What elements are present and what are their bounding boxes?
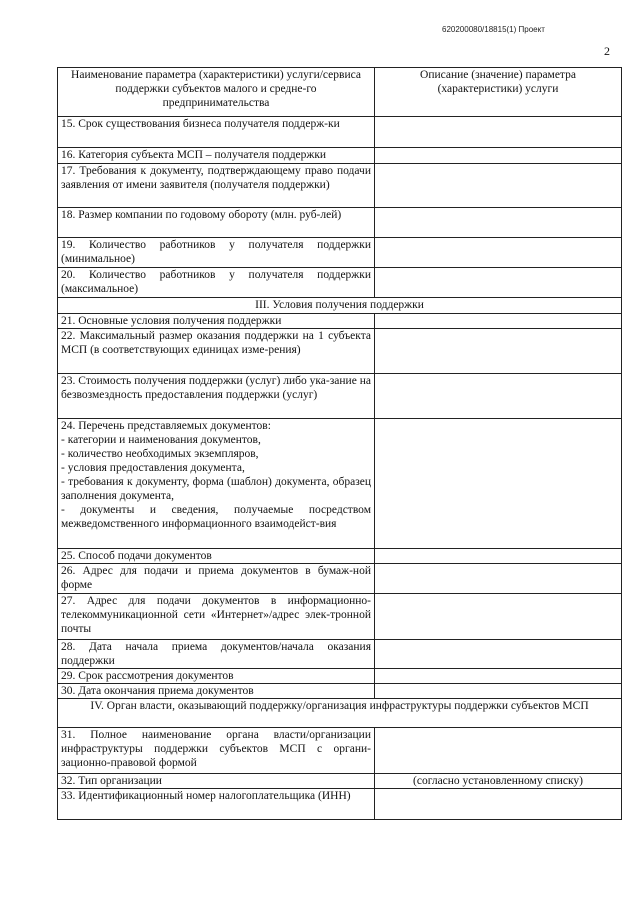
parameter-cell: 31. Полное наименование органа власти/организации инфраструктуры поддержки субъектов МСП с органи-зационно-правовой формой	[58, 728, 375, 774]
parameter-cell: 15. Срок существования бизнеса получателя поддерж-ки	[58, 117, 375, 148]
value-cell: (согласно установленному списку)	[375, 774, 622, 789]
parameter-cell: 28. Дата начала приема документов/начала оказания поддержки	[58, 640, 375, 669]
value-cell	[375, 164, 622, 208]
document-list-line: 24. Перечень представляемых документов:	[61, 420, 271, 432]
table-row	[58, 117, 622, 148]
table-row	[58, 329, 622, 374]
section-header-row	[58, 699, 622, 728]
table-row	[58, 419, 622, 549]
parameter-cell: 32. Тип организации	[58, 774, 375, 789]
table-row	[58, 640, 622, 669]
document-id: 620200080/18815(1) Проект	[442, 25, 545, 34]
value-cell	[375, 549, 622, 564]
value-cell	[375, 684, 622, 699]
parameter-cell: 27. Адрес для подачи документов в информационно-телекоммуникационной сети «Интернет»/адрес элек-тронной почты	[58, 594, 375, 640]
parameter-cell	[58, 419, 375, 549]
parameter-cell: 16. Категория субъекта МСП – получателя поддержки	[58, 148, 375, 164]
value-cell	[375, 419, 622, 549]
value-cell	[375, 789, 622, 820]
table-row	[58, 684, 622, 699]
value-cell	[375, 208, 622, 238]
value-cell	[375, 238, 622, 268]
value-cell	[375, 669, 622, 684]
value-cell	[375, 329, 622, 374]
table-row	[58, 789, 622, 820]
document-list-line: - документы и сведения, получаемые посредством межведомственного информационного взаимодейст-вия	[61, 504, 371, 530]
value-cell	[375, 148, 622, 164]
parameters-table	[57, 67, 622, 820]
table-row	[58, 549, 622, 564]
table-row	[58, 238, 622, 268]
table-row	[58, 594, 622, 640]
parameter-cell: 22. Максимальный размер оказания поддержки на 1 субъекта МСП (в соответствующих единицах изме-рения)	[58, 329, 375, 374]
table-row	[58, 164, 622, 208]
table-row	[58, 774, 622, 789]
value-cell	[375, 314, 622, 329]
column-header-parameter: Наименование параметра (характеристики) услуги/сервиса поддержки субъектов малого и средне-го предпринимательства	[58, 68, 375, 117]
document-list-line: - категории и наименования документов,	[61, 434, 261, 446]
value-cell	[375, 268, 622, 298]
document-list-line: - количество необходимых экземпляров,	[61, 448, 259, 460]
parameter-cell: 19. Количество работников у получателя поддержки (минимальное)	[58, 238, 375, 268]
parameter-cell: 23. Стоимость получения поддержки (услуг) либо ука-зание на безвозмездность предоставления поддержки (услуг)	[58, 374, 375, 419]
parameter-cell: 30. Дата окончания приема документов	[58, 684, 375, 699]
page-number: 2	[604, 44, 610, 58]
value-cell	[375, 728, 622, 774]
value-cell	[375, 564, 622, 594]
table-row	[58, 728, 622, 774]
table-row	[58, 208, 622, 238]
section-title: IV. Орган власти, оказывающий поддержку/организация инфраструктуры поддержки субъектов МСП	[58, 699, 622, 728]
parameter-cell: 33. Идентификационный номер налогоплательщика (ИНН)	[58, 789, 375, 820]
parameter-cell: 18. Размер компании по годовому обороту (млн. руб-лей)	[58, 208, 375, 238]
section-header-row	[58, 298, 622, 314]
column-header-description: Описание (значение) параметра (характеристики) услуги	[375, 68, 622, 117]
table-row	[58, 564, 622, 594]
table-row	[58, 148, 622, 164]
table-header-row	[58, 68, 622, 117]
parameter-cell: 21. Основные условия получения поддержки	[58, 314, 375, 329]
parameter-cell: 26. Адрес для подачи и приема документов в бумаж-ной форме	[58, 564, 375, 594]
value-cell	[375, 117, 622, 148]
table-row	[58, 268, 622, 298]
table-row	[58, 314, 622, 329]
document-list-line: - условия предоставления документа,	[61, 462, 245, 474]
value-cell	[375, 594, 622, 640]
value-cell	[375, 374, 622, 419]
section-title: III. Условия получения поддержки	[58, 298, 622, 314]
document-list-line: - требования к документу, форма (шаблон) документа, образец заполнения документа,	[61, 476, 371, 502]
value-cell	[375, 640, 622, 669]
table-row	[58, 669, 622, 684]
parameter-cell: 20. Количество работников у получателя поддержки (максимальное)	[58, 268, 375, 298]
parameter-cell: 25. Способ подачи документов	[58, 549, 375, 564]
parameter-cell: 29. Срок рассмотрения документов	[58, 669, 375, 684]
parameter-cell: 17. Требования к документу, подтверждающему право подачи заявления от имени заявителя (получателя поддержки)	[58, 164, 375, 208]
table-row	[58, 374, 622, 419]
